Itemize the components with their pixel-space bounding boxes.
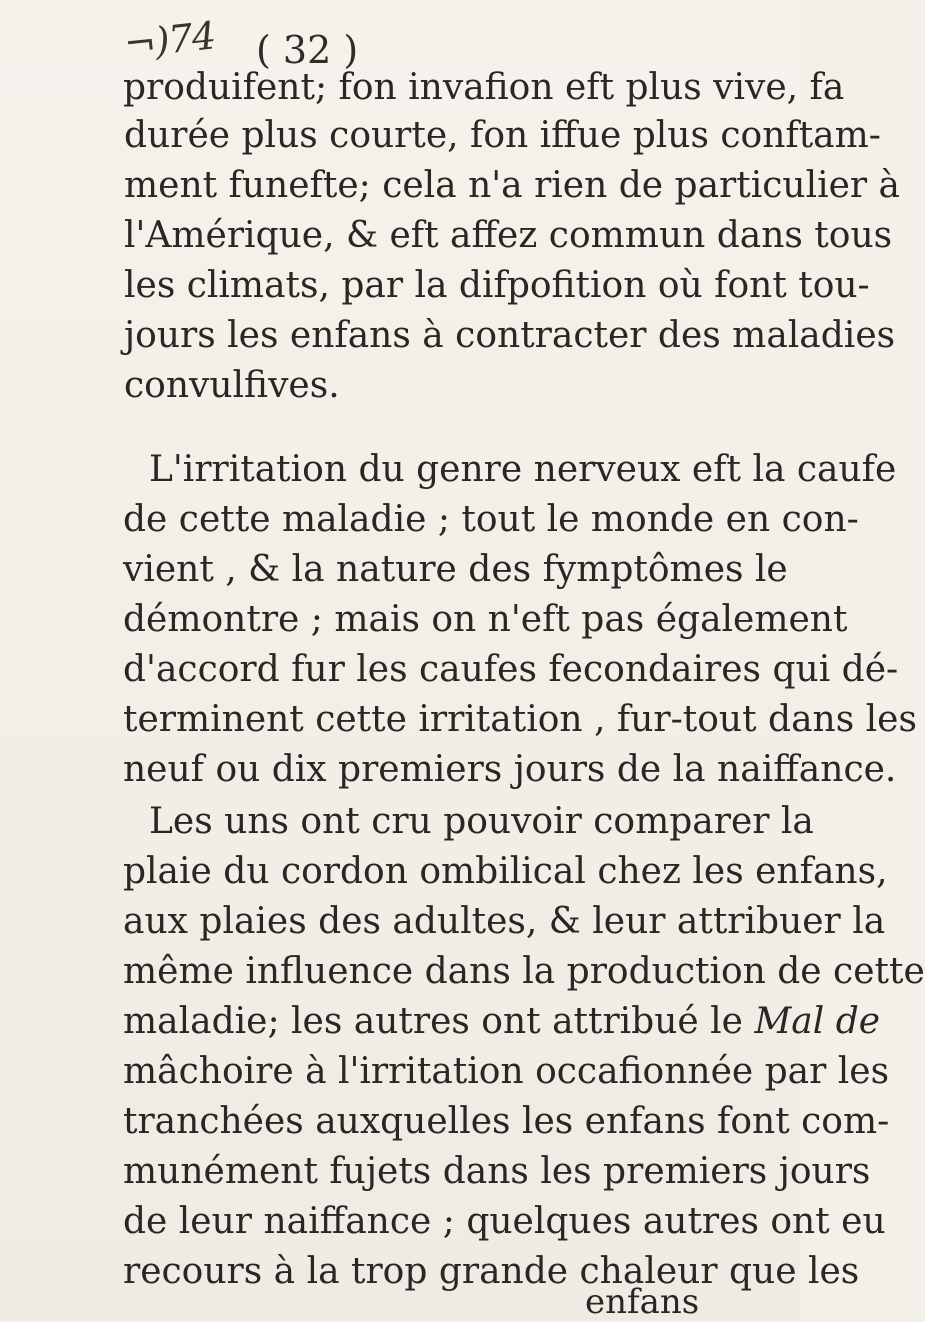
text-line-7: convulfives. xyxy=(124,365,340,406)
text-line-23: de leur naiffance ; quelques autres ont eu xyxy=(123,1201,886,1242)
page-number: ( 32 ) xyxy=(256,28,359,72)
text-line-15: Les uns ont cru pouvoir comparer la xyxy=(149,801,814,842)
text-line-17: aux plaies des adultes, & leur attribuer la xyxy=(123,901,886,942)
text-line-18: même influence dans la production de cette xyxy=(123,951,925,992)
italic-phrase-mal-de: Mal de xyxy=(754,1001,881,1042)
text-line-5: les climats, par la difpofition où font tou- xyxy=(124,265,870,306)
text-line-22: munément fujets dans les premiers jours xyxy=(123,1151,871,1192)
text-line-2: durée plus courte, fon iffue plus conftam- xyxy=(124,115,881,156)
text-line-14: neuf ou dix premiers jours de la naiffance. xyxy=(123,749,897,790)
text-line-8: L'irritation du genre nerveux eft la caufe xyxy=(149,449,897,490)
text-line-11: démontre ; mais on n'eft pas également xyxy=(123,599,848,640)
text-line-13: terminent cette irritation , fur-tout dans les xyxy=(123,699,917,740)
text-line-19-main: maladie; les autres ont attribué le xyxy=(123,1001,743,1042)
text-line-4: l'Amérique, & eft affez commun dans tous xyxy=(124,215,893,256)
catchword: enfans xyxy=(585,1282,700,1322)
text-line-19 xyxy=(123,1001,881,1042)
handwritten-mark: ¬)74 xyxy=(121,13,218,67)
text-line-10: vient , & la nature des fymptômes le xyxy=(123,549,788,590)
text-line-3: ment funefte; cela n'a rien de particulier à xyxy=(124,165,901,206)
text-line-24: recours à la trop grande chaleur que les xyxy=(123,1251,860,1292)
text-line-16: plaie du cordon ombilical chez les enfans, xyxy=(123,851,888,892)
text-line-21: tranchées auxquelles les enfans font com- xyxy=(123,1101,890,1142)
text-line-20: mâchoire à l'irritation occafionnée par les xyxy=(123,1051,890,1092)
text-line-1: produifent; fon invafion eft plus vive, fa xyxy=(123,67,845,108)
text-line-9: de cette maladie ; tout le monde en con- xyxy=(123,499,859,540)
text-line-12: d'accord fur les caufes fecondaires qui dé- xyxy=(123,649,899,690)
text-line-6: jours les enfans à contracter des maladies xyxy=(124,315,896,356)
